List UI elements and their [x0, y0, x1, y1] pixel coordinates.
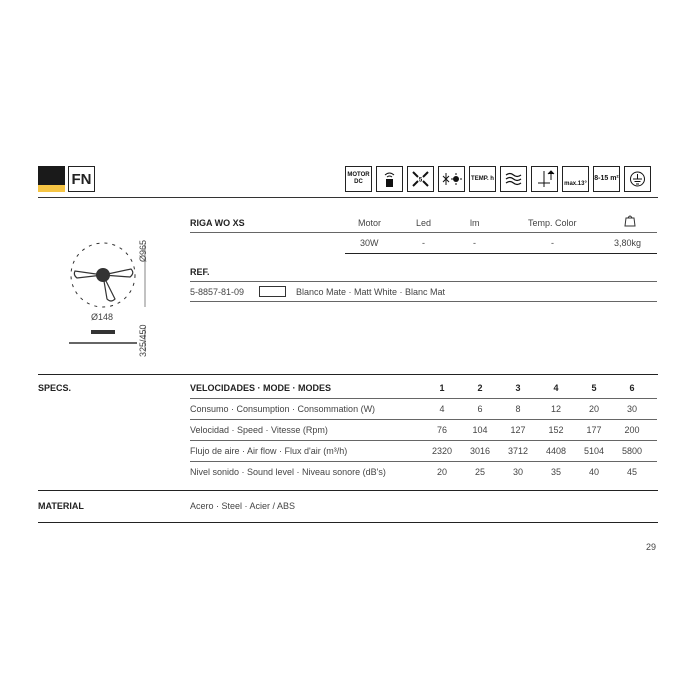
- product-values-rule: [345, 253, 657, 254]
- speeds-icon: [407, 166, 434, 192]
- speed-col-6: 6: [629, 383, 635, 393]
- spec-value: 4: [439, 404, 445, 414]
- timer-text: TEMP. h: [471, 175, 494, 182]
- weight-icon: [624, 214, 636, 227]
- spec-value: 8: [515, 404, 521, 414]
- product-name: RIGA WO XS: [190, 218, 245, 228]
- height-adjust-icon: [531, 166, 558, 192]
- finish-swatch-white: [259, 286, 286, 297]
- value-motor: 30W: [360, 238, 379, 248]
- page-number: 29: [646, 542, 657, 552]
- ref-code: 5-8857-81-09: [190, 287, 245, 297]
- product-header-rule: [190, 232, 657, 233]
- light-category-badge: [38, 166, 65, 192]
- motor-dc-text: MOTOR DC: [347, 172, 370, 185]
- spec-value: 30: [626, 404, 637, 414]
- material-bottom-rule: [38, 522, 658, 523]
- speeds-header-label: VELOCIDADES · MODE · MODES: [190, 383, 332, 393]
- spec-value: 35: [550, 467, 561, 477]
- value-led: -: [422, 238, 425, 248]
- value-lm: -: [473, 238, 476, 248]
- ref-label: REF.: [190, 267, 210, 277]
- spec-value: 152: [548, 425, 564, 435]
- value-weight: 3,80kg: [614, 238, 642, 248]
- spec-value: 5800: [621, 446, 643, 456]
- spec-value: 6: [477, 404, 483, 414]
- speed-col-3: 3: [515, 383, 521, 393]
- speed-col-4: 4: [553, 383, 559, 393]
- spec-row-rule: [190, 440, 657, 441]
- spec-value: 104: [472, 425, 488, 435]
- spec-value: 45: [626, 467, 637, 477]
- dimension-diameter: Ø965: [138, 239, 148, 262]
- ref-row-rule: [190, 301, 657, 302]
- max-ceiling-text: max.13°: [564, 180, 587, 187]
- value-temp-color: -: [551, 238, 554, 248]
- spec-value: 76: [436, 425, 447, 435]
- ref-finish: Blanco Mate · Matt White · Blanc Mat: [296, 287, 446, 297]
- material-value: Acero · Steel · Acier / ABS: [190, 501, 296, 511]
- fan-badge: FN: [68, 166, 95, 192]
- room-size-icon: [593, 166, 620, 192]
- ref-header-rule: [190, 281, 657, 282]
- winter-summer-icon: [438, 166, 465, 192]
- speeds-count: 5: [418, 177, 423, 184]
- spec-value: 40: [588, 467, 599, 477]
- spec-value: 127: [510, 425, 526, 435]
- spec-value: 3712: [507, 446, 529, 456]
- spec-row-label: Nivel sonido · Sound level · Niveau sonore (dB's): [190, 467, 386, 477]
- spec-value: 5104: [583, 446, 605, 456]
- spec-value: 30: [512, 467, 523, 477]
- spec-value: 2320: [431, 446, 453, 456]
- spec-value: 200: [624, 425, 640, 435]
- col-motor: Motor: [358, 218, 382, 228]
- speed-col-1: 1: [439, 383, 445, 393]
- spec-value: 25: [474, 467, 485, 477]
- speed-col-2: 2: [477, 383, 483, 393]
- room-size-text: 8-15 m²: [594, 175, 619, 182]
- ground-icon: [624, 166, 651, 192]
- timer-icon: [469, 166, 496, 192]
- material-top-rule: [38, 490, 658, 491]
- spec-value: 4408: [545, 446, 567, 456]
- spec-row-label: Consumo · Consumption · Consommation (W): [190, 404, 376, 414]
- spec-row-rule: [190, 419, 657, 420]
- spec-row-rule: [190, 461, 657, 462]
- spec-value: 177: [586, 425, 602, 435]
- spec-value: 12: [550, 404, 561, 414]
- specs-label: SPECS.: [38, 383, 72, 393]
- spec-row-label: Velocidad · Speed · Vitesse (Rpm): [190, 425, 328, 435]
- col-temp-color: Temp. Color: [528, 218, 577, 228]
- airflow-icon: [500, 166, 527, 192]
- remote-control-icon: [376, 166, 403, 192]
- spec-value: 20: [436, 467, 447, 477]
- spec-value: 3016: [469, 446, 491, 456]
- speed-col-5: 5: [591, 383, 597, 393]
- spec-value: 20: [588, 404, 599, 414]
- dimension-height: 325/450: [138, 324, 148, 357]
- col-lm: lm: [470, 218, 480, 228]
- specs-top-rule: [38, 374, 658, 375]
- motor-dc-icon: [345, 166, 372, 192]
- spec-row-label: Flujo de aire · Air flow · Flux d'air (m³/h): [190, 446, 348, 456]
- max-ceiling-icon: [562, 166, 589, 192]
- header-divider: [38, 197, 658, 198]
- dimension-base: Ø148: [91, 312, 114, 322]
- material-label: MATERIAL: [38, 501, 84, 511]
- col-led: Led: [416, 218, 432, 228]
- specs-header-rule: [190, 398, 657, 399]
